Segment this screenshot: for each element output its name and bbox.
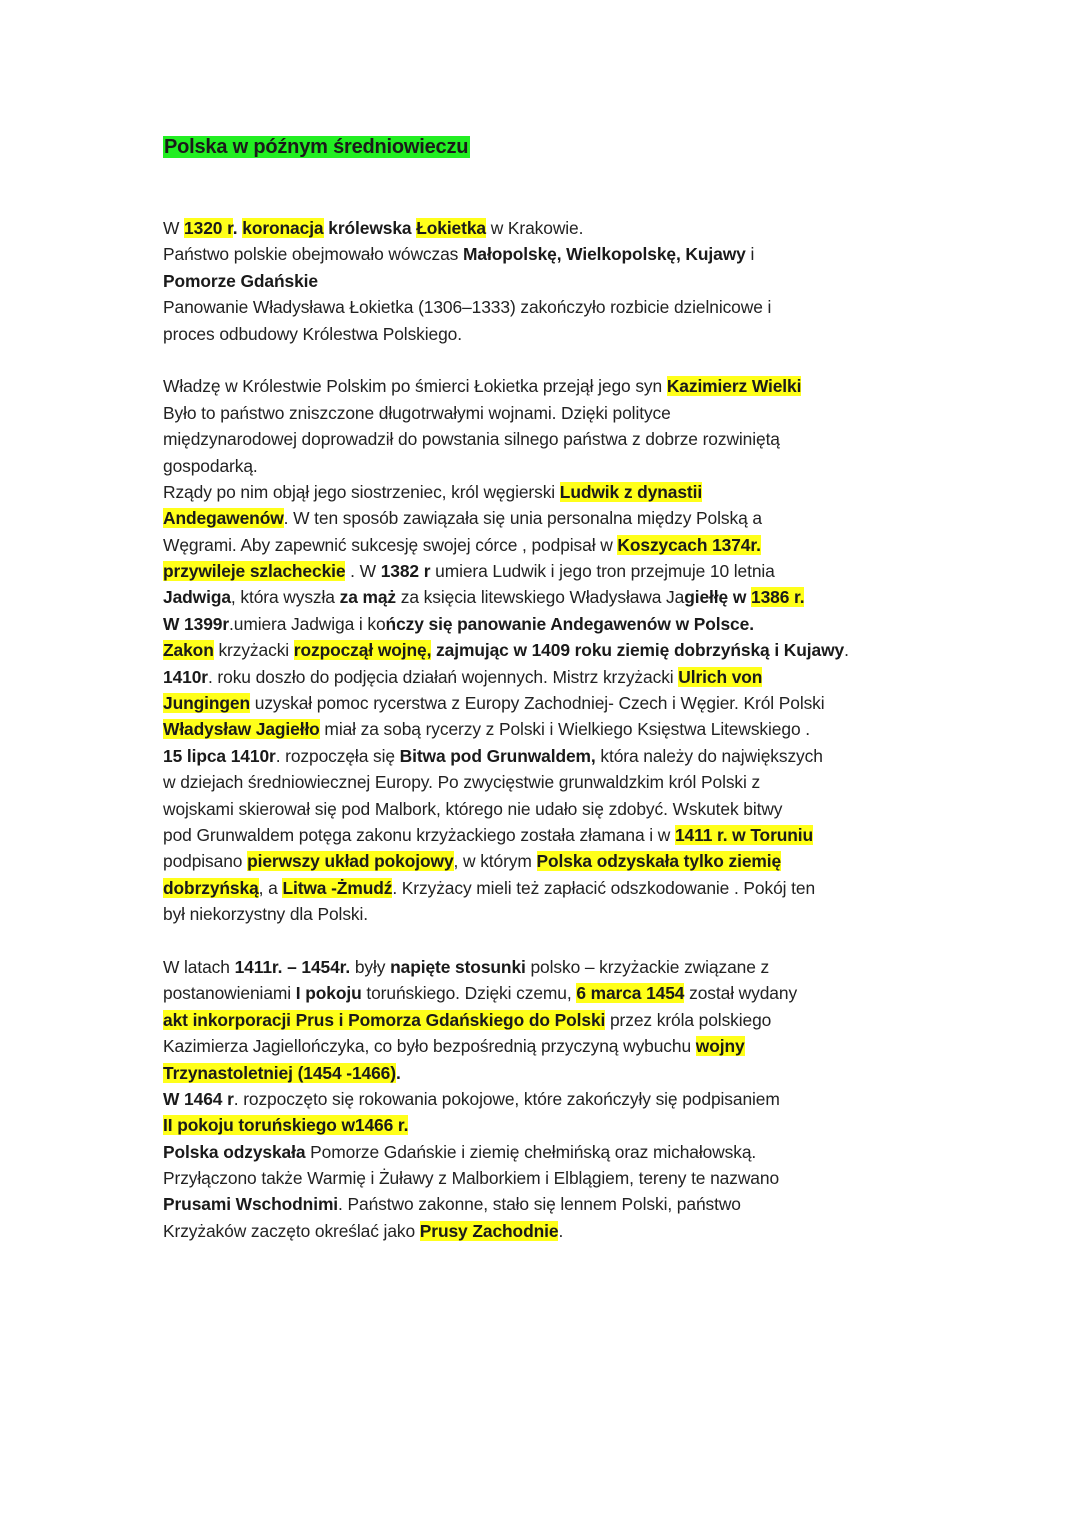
text-line — [163, 980, 953, 1006]
highlighted-text: Polska odzyskała tylko ziemię — [536, 851, 782, 872]
bold-text: Polska odzyskała — [163, 1141, 306, 1162]
bold-text: 15 lipca 1410r — [163, 745, 276, 766]
text-line — [163, 1191, 953, 1217]
highlighted-text: wojny — [695, 1036, 745, 1057]
highlighted-text: Trzynastoletniej (1454 -1466) — [163, 1062, 396, 1083]
bold-text: Pomorze Gdańskie — [163, 270, 318, 291]
text-line — [163, 743, 953, 769]
text-line — [163, 901, 953, 927]
text-run: Panowanie Władysława Łokietka (1306–1333) zakończyło rozbicie dzielnicowe i — [163, 297, 772, 318]
text-line — [163, 1139, 953, 1165]
highlighted-text: Zakon — [163, 640, 214, 661]
text-line — [163, 479, 953, 505]
text-line — [163, 505, 953, 531]
highlighted-text: Prusy Zachodnie — [419, 1220, 559, 1241]
text-run: . — [558, 1220, 564, 1241]
text-run: . rozpoczęła się — [275, 745, 400, 766]
text-line — [163, 400, 953, 426]
paragraph-gap — [163, 347, 953, 373]
text-run: Pomorze Gdańskie i ziemię chełmińską oraz michałowską. — [305, 1141, 757, 1162]
bold-text: ńczy — [385, 613, 424, 634]
bold-text: W 1399r — [163, 613, 230, 634]
highlighted-text: dobrzyńską — [163, 877, 259, 898]
text-run: polsko – krzyżackie związane z — [525, 956, 770, 977]
text-line — [163, 769, 953, 795]
highlighted-text: Kazimierz Wielki — [666, 376, 802, 397]
text-line — [163, 294, 953, 320]
bold-text: Bitwa pod Grunwaldem, — [399, 745, 596, 766]
text-run: gospodarką. — [163, 455, 258, 476]
text-line — [163, 637, 953, 663]
text-line — [163, 453, 953, 479]
text-run: toruńskiego. Dzięki czemu, — [361, 983, 577, 1004]
text-run: Węgrami. Aby zapewnić sukcesję swojej córce , podpisał w — [163, 534, 618, 555]
text-run: . Krzyżacy mieli też zapłacić odszkodowanie . Pokój ten — [392, 877, 816, 898]
highlighted-text: 6 marca 1454 — [576, 983, 685, 1004]
text-run: w Krakowie. — [485, 218, 584, 238]
highlighted-text: 1386 r. — [751, 587, 805, 608]
bold-text: królewska — [328, 218, 417, 238]
highlighted-text: Jungingen — [163, 693, 251, 714]
bold-text: Jadwiga — [163, 587, 231, 608]
highlighted-text: 1320 r — [184, 218, 233, 238]
bold-text: Małopolskę, Wielkopolskę, Kujawy — [463, 244, 746, 265]
highlighted-text: Koszycach 1374r. — [617, 534, 761, 555]
bold-text: Prusami Wschodnimi — [163, 1194, 339, 1215]
highlighted-text: Ulrich von — [678, 666, 763, 687]
text-run: uzyskał pomoc rycerstwa z Europy Zachodniej- Czech i Węgier. Król Polski — [250, 693, 825, 714]
text-line — [163, 611, 953, 637]
highlighted-text: Łokietka — [416, 218, 486, 238]
text-line — [163, 664, 953, 690]
text-line — [163, 558, 953, 584]
text-run: Państwo polskie obejmowało wówczas — [163, 244, 464, 265]
text-line — [163, 1060, 953, 1086]
highlighted-text: 1411 r. w Toruniu — [674, 824, 814, 845]
text-run: , która wyszła — [230, 587, 340, 608]
bold-text: zajmując w 1409 roku ziemię dobrzyńską i Kujawy — [431, 640, 845, 661]
text-run: był niekorzystny dla Polski. — [163, 904, 369, 925]
text-line — [163, 321, 953, 347]
text-line — [163, 584, 953, 610]
bold-text: 1411r. – 1454r. — [234, 956, 351, 977]
highlighted-text: Andegawenów — [163, 508, 284, 529]
text-line — [163, 954, 953, 980]
text-run: W — [163, 218, 185, 238]
text-run: i — [745, 244, 755, 265]
text-line — [163, 1165, 953, 1191]
bold-text: się panowanie Andegawenów w Polsce. — [423, 613, 754, 634]
text-run: Władzę w Królestwie Polskim po śmierci Łokietka przejął jego syn — [163, 376, 667, 397]
text-run: międzynarodowej doprowadził do powstania silnego państwa z dobrze rozwiniętą — [163, 429, 780, 450]
text-run: .umiera Jadwiga i ko — [229, 613, 386, 634]
text-line — [163, 690, 953, 716]
document-body — [163, 215, 953, 1244]
text-run: wojskami skierował się pod Malbork, którego nie udało się zdobyć. Wskutek bitwy — [163, 798, 783, 819]
highlighted-text: przywileje szlacheckie — [163, 561, 346, 582]
text-line — [163, 1007, 953, 1033]
text-line — [163, 848, 953, 874]
text-run: proces odbudowy Królestwa Polskiego. — [163, 323, 462, 344]
text-run: . Państwo zakonne, stało się lennem Polski, państwo — [338, 1194, 741, 1215]
text-line — [163, 532, 953, 558]
bold-text: . — [395, 1062, 401, 1083]
highlighted-text: koronacja — [242, 218, 324, 238]
highlighted-text: z dynastii — [623, 481, 703, 502]
text-run: Było to państwo zniszczone długotrwałymi wojnami. Dzięki polityce — [163, 402, 671, 423]
bold-text: 1382 r — [380, 561, 431, 582]
text-run: , w którym — [453, 851, 537, 872]
text-line — [163, 1218, 953, 1244]
text-line — [163, 268, 953, 294]
bold-text: . — [232, 218, 243, 238]
bold-text: 1410r — [163, 666, 208, 687]
highlighted-text: akt inkorporacji Prus i Pomorza Gdańskiego do Polski — [163, 1009, 606, 1030]
text-line — [163, 1086, 953, 1112]
text-run: . W ten sposób zawiązała się unia personalna między Polską a — [283, 508, 762, 529]
text-line — [163, 716, 953, 742]
text-run: postanowieniami — [163, 983, 296, 1004]
text-run: umiera Ludwik i jego tron przejmuje 10 letnia — [430, 561, 775, 582]
paragraph-gap — [163, 928, 953, 954]
text-line — [163, 426, 953, 452]
text-run: . roku doszło do podjęcia działań wojennych. Mistrz krzyżacki — [207, 666, 679, 687]
text-run: . rozpoczęto się rokowania pokojowe, które zakończyły się podpisaniem — [233, 1088, 780, 1109]
text-run: został wydany — [684, 983, 798, 1004]
text-run: Rządy po nim objął jego siostrzeniec, król węgierski — [163, 481, 560, 502]
highlighted-text: Władysław Jagiełło — [163, 719, 320, 740]
text-line — [163, 822, 953, 848]
text-run: . W — [345, 561, 381, 582]
text-line — [163, 241, 953, 267]
text-run: Przyłączono także Warmię i Żuławy z Malborkiem i Elblągiem, tereny te nazwano — [163, 1168, 780, 1189]
highlighted-text: Ludwik — [559, 481, 620, 502]
text-run: krzyżacki — [213, 640, 294, 661]
text-run: były — [350, 956, 391, 977]
text-run: . — [844, 640, 849, 661]
bold-text: za mąż — [339, 587, 397, 608]
text-run: przez króla polskiego — [605, 1009, 772, 1030]
text-line — [163, 875, 953, 901]
text-run: miał za sobą rycerzy z Polski i Wielkiego Księstwa Litewskiego . — [319, 719, 810, 740]
text-run: za księcia litewskiego Władysława Ja — [396, 587, 685, 608]
text-run: W latach — [163, 956, 235, 977]
text-run: w dziejach średniowiecznej Europy. Po zwycięstwie grunwaldzkim król Polski z — [163, 772, 761, 793]
text-run: Kazimierza Jagiellończyka, co było bezpośrednią przyczyną wybuchu — [163, 1036, 696, 1057]
highlighted-text: II pokoju toruńskiego w1466 r. — [163, 1115, 409, 1136]
highlighted-text: Litwa -Żmudź — [282, 877, 393, 898]
text-line — [163, 215, 953, 241]
bold-text: giełłę w — [684, 587, 751, 608]
text-run: podpisano — [163, 851, 248, 872]
page-title — [163, 133, 470, 161]
bold-text: napięte stosunki — [390, 956, 526, 977]
highlighted-text: pierwszy układ pokojowy — [247, 851, 454, 872]
text-line — [163, 373, 953, 399]
text-run: , a — [258, 877, 283, 898]
text-line — [163, 1033, 953, 1059]
title-highlight: Polska w późnym średniowieczu — [164, 136, 469, 158]
text-line — [163, 796, 953, 822]
highlighted-text: rozpoczął wojnę, — [293, 640, 432, 661]
text-run: Krzyżaków zaczęto określać jako — [163, 1220, 420, 1241]
text-line — [163, 1112, 953, 1138]
text-run: pod Grunwaldem potęga zakonu krzyżackiego została złamana i w — [163, 824, 675, 845]
bold-text: I pokoju — [295, 983, 362, 1004]
text-run: która należy do największych — [595, 745, 823, 766]
bold-text: W 1464 r — [163, 1088, 234, 1109]
